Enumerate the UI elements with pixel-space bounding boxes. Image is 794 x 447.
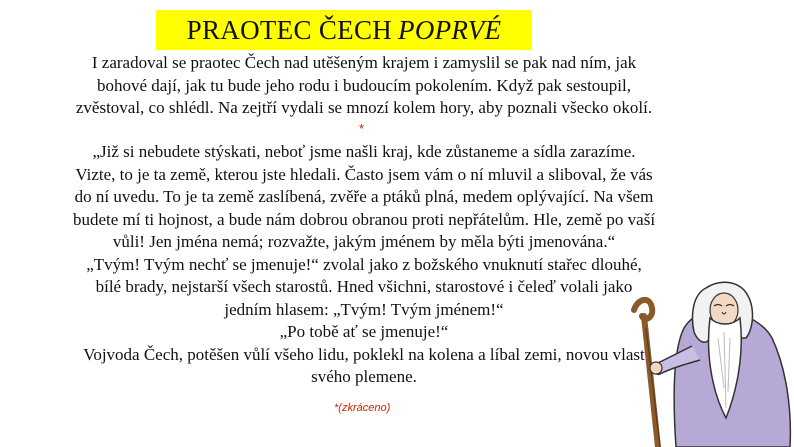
text-line: jedním hlasem: „Tvým! Tvým jménem!“ — [224, 299, 504, 319]
paragraph-speech — [14, 141, 714, 389]
footnote-star: * — [359, 121, 365, 136]
text-line: „Po tobě ať se jmenuje!“ — [279, 322, 449, 341]
text-line: vůli! Jen jména nemá; rozvažte, jakým jménem by měla býti jmenována.“ — [112, 232, 616, 251]
text-line: svého plemene. — [311, 367, 417, 386]
abridged-note: *(zkráceno) — [334, 402, 391, 414]
text-line: zvěstoval, co shlédl. Na zejtří vydali se mnozí kolem hory, aby poznali všecko okolí. — [75, 98, 653, 117]
title-italic: POPRVÉ — [398, 14, 502, 45]
text-line: I zaradoval se praotec Čech nad utěšeným krajem i zamyslil se pak nad ním, jak — [91, 53, 637, 72]
text-line: „Tvým! Tvým nechť se jmenuje!“ zvolal jako z božského vnuknutí stařec dlouhé, — [86, 254, 642, 274]
text-line: „Již si nebudete stýskati, neboť jsme našli kraj, kde zůstaneme a sídla zarazíme. — [92, 142, 636, 161]
text-line: Vizte, to je ta země, kterou jste hledali. Často jsem vám o ní mluvil a sliboval, že vás — [75, 164, 653, 184]
text-line: Vojvoda Čech, potěšen vůlí všeho lidu, poklekl na kolena a líbal zemi, novou vlast — [83, 344, 645, 364]
old-man-illustration — [614, 268, 794, 447]
text-line: budete mí ti hojnost, a bude nám dobrou obranou proti nepřátelům. Hle, země po vaší — [72, 209, 656, 229]
staff-shaft — [644, 316, 658, 447]
title-main: PRAOTEC ČECH — [186, 14, 393, 45]
text-line: bohové dají, jak tu bude jeho rodu i budoucím pokolením. Když pak sestoupil, — [97, 75, 631, 95]
text-line: do ní uvedu. To je ta země zaslíbená, zvěře a ptáků plná, medem oplývající. Na všem — [74, 187, 654, 206]
page-title — [156, 10, 532, 50]
text-line: bílé brady, nejstarší všech starostů. Hned všichni, starostové i čeleď volali jako — [95, 277, 633, 296]
paragraph-intro — [14, 52, 714, 120]
